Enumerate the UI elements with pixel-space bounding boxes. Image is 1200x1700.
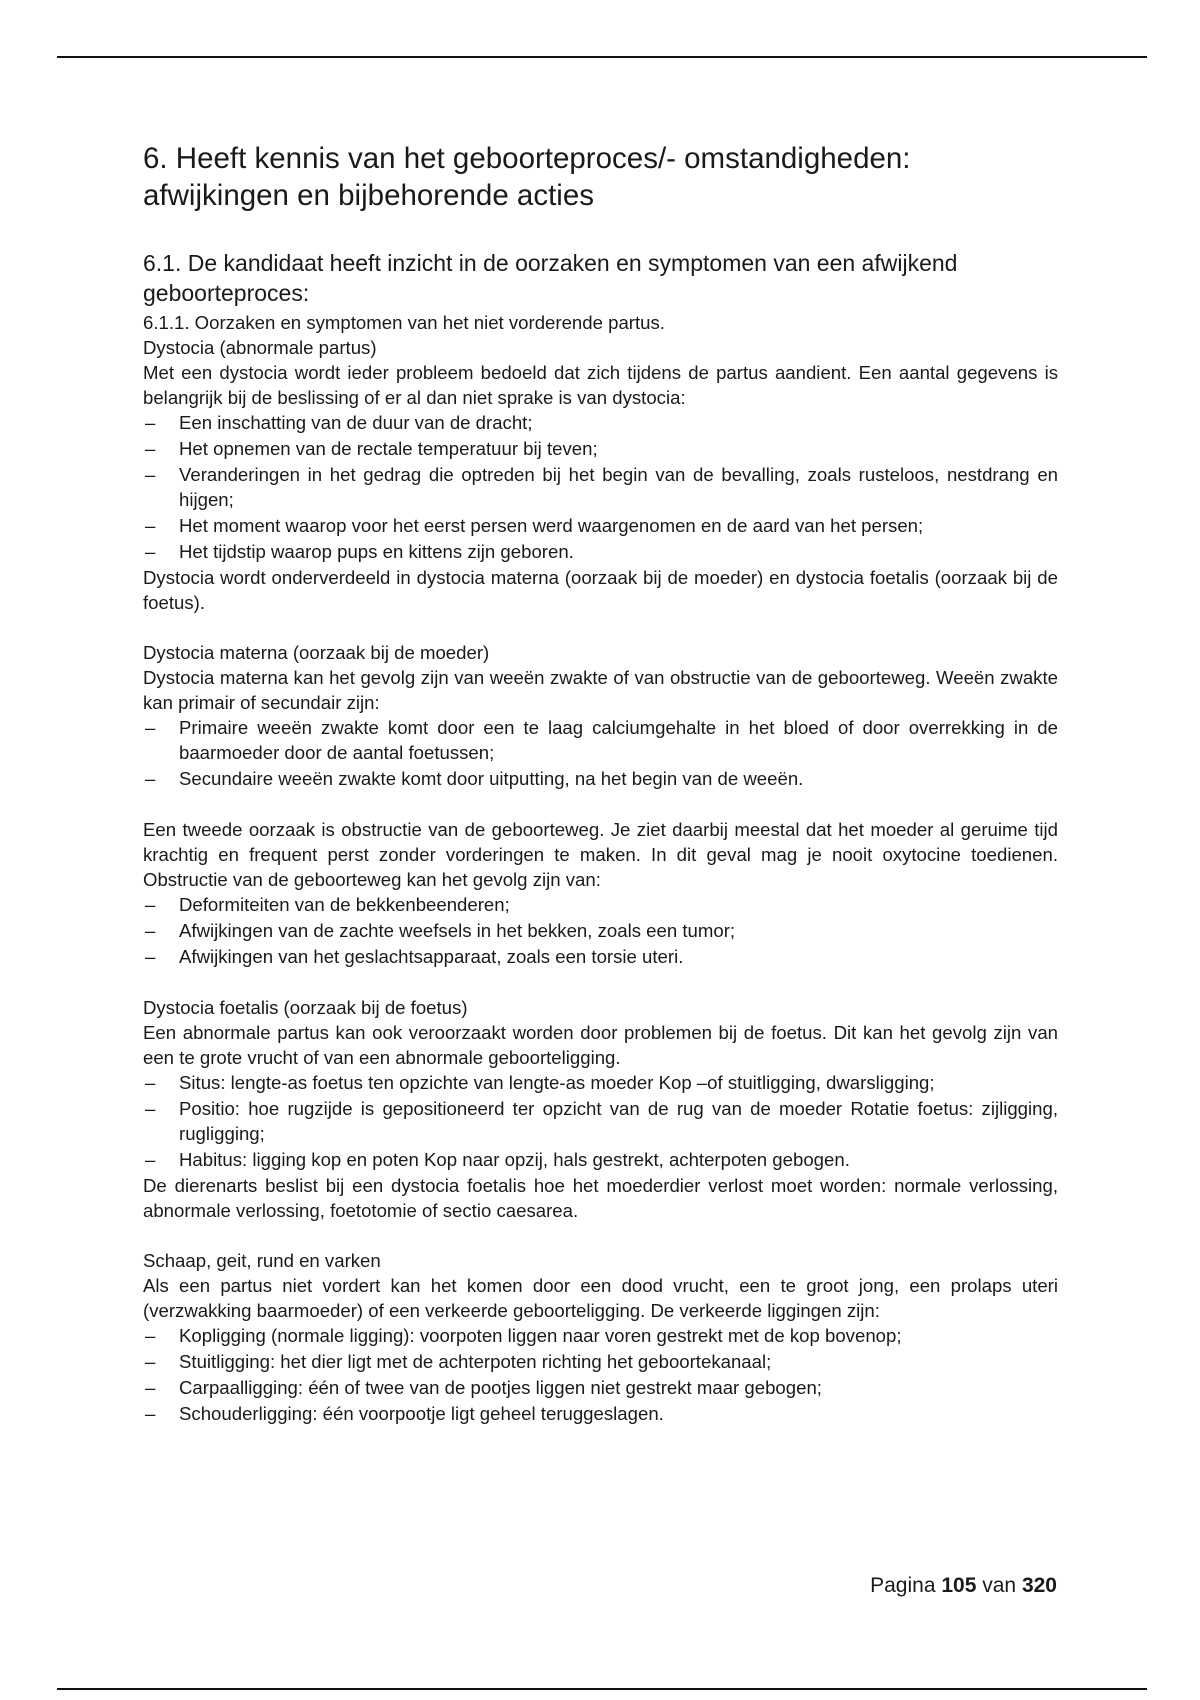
current-page: 105 <box>941 1574 977 1597</box>
dash-icon: – <box>145 1377 156 1398</box>
list-item: – Schouderligging: één voorpootje ligt geheel teruggeslagen. <box>145 1403 664 1424</box>
dash-icon: – <box>145 1403 156 1424</box>
topic-heading: Dystocia (abnormale partus) <box>143 337 377 358</box>
page-number <box>870 1574 1057 1598</box>
bullet-list <box>143 1070 1058 1172</box>
list-item: – Het moment waarop voor het eerst persen werd waargenomen en de aard van het persen; <box>145 515 924 536</box>
list-item: – Deformiteiten van de bekkenbeenderen; <box>145 894 510 915</box>
subsection-heading: 6.1.1. Oorzaken en symptomen van het niet vorderende partus. <box>143 312 665 333</box>
list-item: – Habitus: ligging kop en poten Kop naar opzij, hals gestrekt, achterpoten gebogen. <box>145 1149 850 1170</box>
dash-icon: – <box>145 515 156 536</box>
dash-icon: – <box>145 412 156 433</box>
section-title: 6.1. De kandidaat heeft inzicht in de oorzaken en symptomen van een afwijkend geboorteproces: <box>143 250 958 306</box>
document-body <box>143 140 1058 1427</box>
dash-icon: – <box>145 464 156 485</box>
dash-icon: – <box>145 946 156 967</box>
dash-icon: – <box>145 1351 156 1372</box>
total-pages: 320 <box>1021 1574 1057 1597</box>
paragraph: Met een dystocia wordt ieder probleem bedoeld dat zich tijdens de partus aandient. Een aantal gegevens is belangrijk bij de beslissing of er al dan niet sprake is van dystocia: <box>143 362 1058 408</box>
chapter-title: 6. Heeft kennis van het geboorteproces/- omstandigheden: afwijkingen en bijbehorende acties <box>143 142 911 212</box>
dash-icon: – <box>145 1149 156 1170</box>
topic-heading: Schaap, geit, rund en varken <box>143 1250 381 1271</box>
list-item: – Stuitligging: het dier ligt met de achterpoten richting het geboortekanaal; <box>145 1351 772 1372</box>
paragraph: Als een partus niet vordert kan het komen door een dood vrucht, een te groot jong, een prolaps uteri (verzwakking baarmoeder) of een verkeerde geboorteligging. De verkeerde liggingen zijn: <box>143 1275 1058 1321</box>
paragraph: Een abnormale partus kan ook veroorzaakt worden door problemen bij de foetus. Dit kan het gevolg zijn van een te grote vrucht of van een abnormale geboorteligging. <box>143 1022 1058 1068</box>
list-item: – Afwijkingen van het geslachtsapparaat, zoals een torsie uteri. <box>145 946 684 967</box>
topic-heading: Dystocia materna (oorzaak bij de moeder) <box>143 642 490 663</box>
list-item: – Situs: lengte-as foetus ten opzichte van lengte-as moeder Kop –of stuitligging, dwarsligging; <box>145 1072 935 1093</box>
paragraph: Een tweede oorzaak is obstructie van de geboorteweg. Je ziet daarbij meestal dat het moeder al geruime tijd krachtig en frequent perst zonder vorderingen te maken. In dit geval mag je nooit oxytocine toedienen. Obstructie van de geboorteweg kan het gevolg zijn van: <box>143 819 1058 890</box>
list-item: – Het tijdstip waarop pups en kittens zijn geboren. <box>145 541 574 562</box>
list-item: – Carpaalligging: één of twee van de pootjes liggen niet gestrekt maar gebogen; <box>145 1377 822 1398</box>
dash-icon: – <box>145 717 156 738</box>
paragraph: Dystocia wordt onderverdeeld in dystocia materna (oorzaak bij de moeder) en dystocia foetalis (oorzaak bij de foetus). <box>143 567 1058 613</box>
paragraph: De dierenarts beslist bij een dystocia foetalis hoe het moederdier verlost moet worden: normale verlossing, abnormale verlossing, foetotomie of sectio caesarea. <box>143 1175 1058 1221</box>
dash-icon: – <box>145 1098 156 1119</box>
dash-icon: – <box>145 438 156 459</box>
dash-icon: – <box>145 920 156 941</box>
list-item: – Afwijkingen van de zachte weefsels in het bekken, zoals een tumor; <box>145 920 736 941</box>
list-item: – Kopligging (normale ligging): voorpoten liggen naar voren gestrekt met de kop bovenop; <box>145 1325 902 1346</box>
page-label: Pagina <box>870 1574 936 1597</box>
page-separator: van <box>982 1574 1017 1597</box>
list-item: – Het opnemen van de rectale temperatuur bij teven; <box>145 438 598 459</box>
footer-rule <box>57 1688 1147 1690</box>
topic-heading: Dystocia foetalis (oorzaak bij de foetus) <box>143 997 468 1018</box>
dash-icon: – <box>145 1072 156 1093</box>
bullet-list <box>143 410 1058 564</box>
bullet-list <box>143 892 1058 969</box>
bullet-list <box>143 715 1058 791</box>
dash-icon: – <box>145 1325 156 1346</box>
dash-icon: – <box>145 541 156 562</box>
list-item: – Veranderingen in het gedrag die optreden bij het begin van de bevalling, zoals rusteloos, nestdrang en hijgen; <box>145 464 1058 510</box>
paragraph: Dystocia materna kan het gevolg zijn van weeën zwakte of van obstructie van de geboorteweg. Weeën zwakte kan primair of secundair zijn: <box>143 667 1058 713</box>
list-item: – Primaire weeën zwakte komt door een te laag calciumgehalte in het bloed of door overrekking in de baarmoeder door de aantal foetussen; <box>145 717 1058 763</box>
list-item: – Positio: hoe rugzijde is gepositioneerd ter opzicht van de rug van de moeder Rotatie foetus: zijligging, rugligging; <box>145 1098 1058 1144</box>
list-item: – Een inschatting van de duur van de dracht; <box>145 412 533 433</box>
dash-icon: – <box>145 768 156 789</box>
list-item: – Secundaire weeën zwakte komt door uitputting, na het begin van de weeën. <box>145 768 804 789</box>
dash-icon: – <box>145 894 156 915</box>
header-rule <box>57 56 1147 58</box>
bullet-list <box>143 1323 1058 1426</box>
